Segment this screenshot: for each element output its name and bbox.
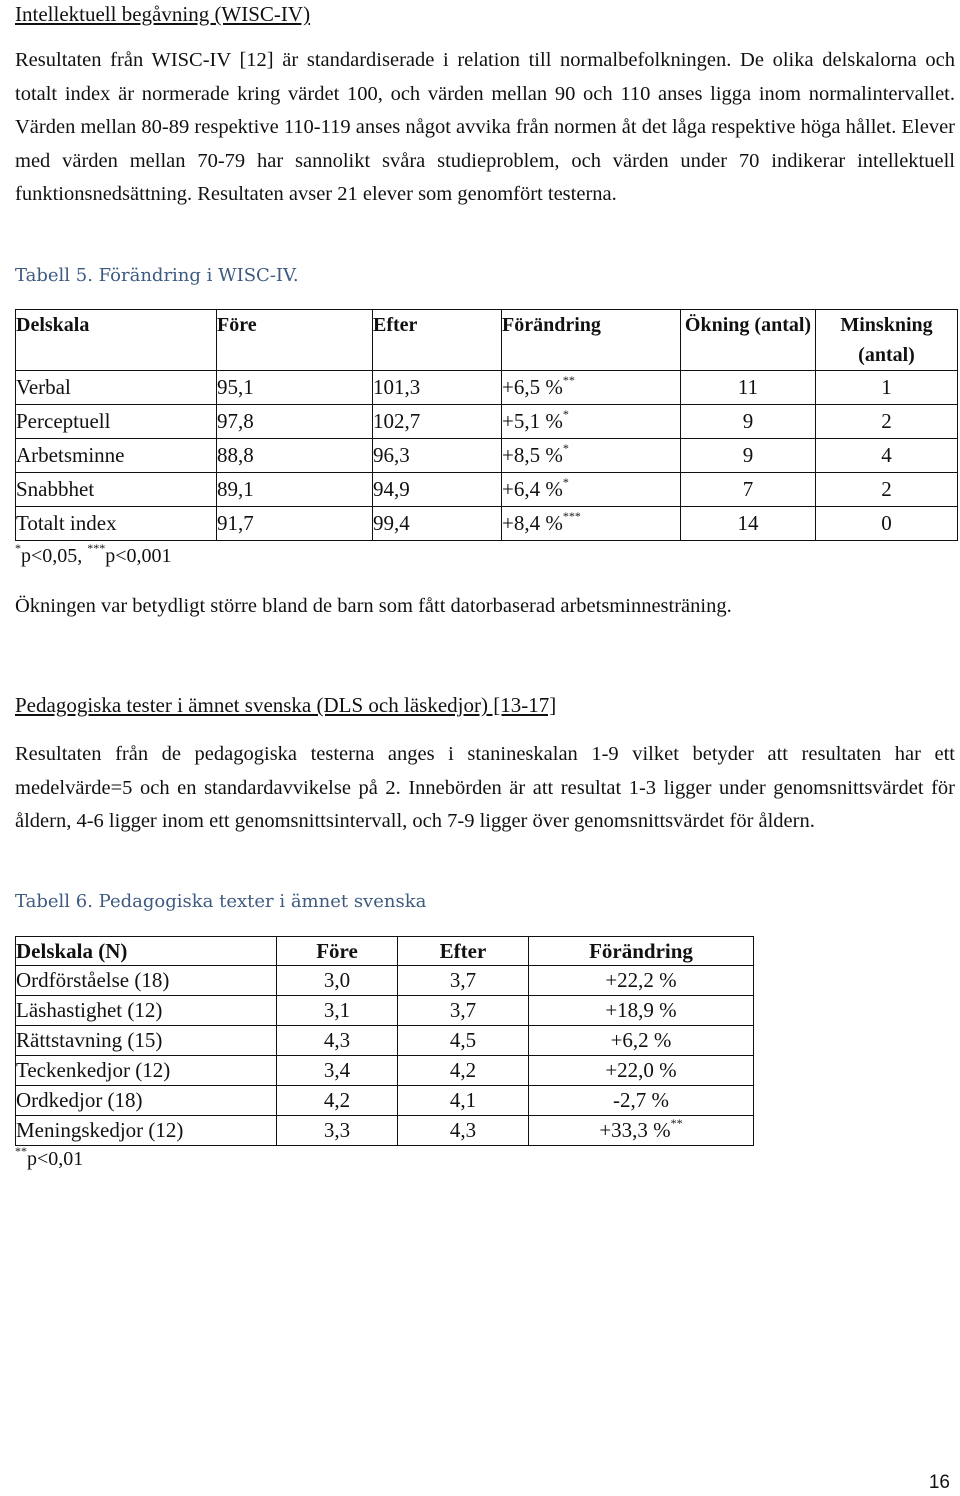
change-value: +6,5 % xyxy=(502,375,563,399)
table-row xyxy=(16,473,958,507)
table-row xyxy=(16,1026,754,1056)
table-row xyxy=(16,1116,754,1146)
header-efter: Efter xyxy=(373,310,502,371)
change-value: +18,9 % xyxy=(605,998,677,1022)
cell-minskning: 1 xyxy=(816,371,958,405)
change-value: +22,0 % xyxy=(605,1058,677,1082)
cell-okning: 11 xyxy=(681,371,816,405)
change-value: +33,3 % xyxy=(599,1118,671,1142)
cell-forandring xyxy=(529,996,754,1026)
table-header-row xyxy=(16,310,958,371)
cell-fore: 4,2 xyxy=(277,1086,398,1116)
change-value: +6,4 % xyxy=(502,477,563,501)
cell-delskala: Ordkedjor (18) xyxy=(16,1086,277,1116)
cell-efter: 3,7 xyxy=(398,996,529,1026)
cell-efter: 4,3 xyxy=(398,1116,529,1146)
footnote-text: p<0,05, xyxy=(21,545,88,567)
table5-caption: Tabell 5. Förändring i WISC-IV. xyxy=(15,265,299,286)
header-efter: Efter xyxy=(398,937,529,966)
cell-okning: 14 xyxy=(681,507,816,541)
cell-delskala: Snabbhet xyxy=(16,473,217,507)
cell-forandring xyxy=(502,473,681,507)
cell-fore: 91,7 xyxy=(217,507,373,541)
cell-efter: 4,2 xyxy=(398,1056,529,1086)
wisc-intro-paragraph: Resultaten från WISC-IV [12] är standardiserade i relation till normalbefolkningen. De olika delskalorna och totalt index är normerade kring värdet 100, och värden mellan 90 och 110 anses ligga inom normalintervallet. Värden mellan 80-89 respektive 110-119 anses något avvika från normen åt det låga respektive höga hållet. Elever med värden mellan 70-79 har sannolikt svåra studieproblem, och värden under 70 indikerar intellektuell funktionsnedsättning. Resultaten avser 21 elever som genomfört testerna. xyxy=(15,49,955,205)
change-value: +5,1 % xyxy=(502,409,563,433)
cell-efter: 94,9 xyxy=(373,473,502,507)
cell-minskning: 0 xyxy=(816,507,958,541)
cell-delskala: Perceptuell xyxy=(16,405,217,439)
cell-forandring xyxy=(529,1116,754,1146)
cell-forandring xyxy=(529,966,754,996)
cell-efter: 102,7 xyxy=(373,405,502,439)
table-row xyxy=(16,507,958,541)
table6-caption: Tabell 6. Pedagogiska texter i ämnet svenska xyxy=(15,891,427,912)
cell-forandring xyxy=(529,1026,754,1056)
header-delskala-n: Delskala (N) xyxy=(16,937,277,966)
footnote-mark: *** xyxy=(87,541,106,555)
footnote-text: p<0,01 xyxy=(27,1148,84,1170)
cell-forandring xyxy=(502,371,681,405)
cell-minskning: 2 xyxy=(816,473,958,507)
header-fore: Före xyxy=(277,937,398,966)
wisc-table xyxy=(15,309,958,541)
change-value: +8,5 % xyxy=(502,443,563,467)
cell-fore: 3,1 xyxy=(277,996,398,1026)
table6-footnote xyxy=(15,1144,84,1171)
header-okning: Ökning (antal) xyxy=(681,310,816,371)
cell-delskala: Rättstavning (15) xyxy=(16,1026,277,1056)
cell-fore: 3,4 xyxy=(277,1056,398,1086)
cell-efter: 3,7 xyxy=(398,966,529,996)
cell-forandring xyxy=(529,1086,754,1116)
cell-efter: 99,4 xyxy=(373,507,502,541)
cell-delskala: Verbal xyxy=(16,371,217,405)
cell-delskala: Meningskedjor (12) xyxy=(16,1116,277,1146)
pedagogiska-intro-paragraph: Resultaten från de pedagogiska testerna anges i stanineskalan 1-9 vilket betyder att resultaten har ett medelvärde=5 och en standardavvikelse på 2. Innebörden är att resultat 1-3 ligger under genomsnittsvärdet för åldern, 4-6 ligger inom ett genomsnittsintervall, och 7-9 ligger över genomsnittsvärdet för åldern. xyxy=(15,743,955,832)
change-value: +6,2 % xyxy=(610,1028,672,1052)
cell-fore: 3,3 xyxy=(277,1116,398,1146)
table-row xyxy=(16,405,958,439)
change-value: -2,7 % xyxy=(613,1088,669,1112)
header-forandring: Förändring xyxy=(529,937,754,966)
footnote-mark: * xyxy=(15,541,21,555)
cell-delskala: Teckenkedjor (12) xyxy=(16,1056,277,1086)
significance-mark: * xyxy=(562,475,569,489)
cell-forandring xyxy=(529,1056,754,1086)
cell-forandring xyxy=(502,507,681,541)
change-value: +22,2 % xyxy=(605,968,677,992)
table-row xyxy=(16,1056,754,1086)
cell-efter: 96,3 xyxy=(373,439,502,473)
significance-mark: * xyxy=(562,441,569,455)
cell-delskala: Totalt index xyxy=(16,507,217,541)
cell-efter: 4,5 xyxy=(398,1026,529,1056)
cell-fore: 88,8 xyxy=(217,439,373,473)
significance-mark: ** xyxy=(670,1116,683,1130)
cell-minskning: 4 xyxy=(816,439,958,473)
cell-fore: 97,8 xyxy=(217,405,373,439)
footnote-text: p<0,001 xyxy=(105,545,172,567)
change-value: +8,4 % xyxy=(502,511,563,535)
cell-okning: 9 xyxy=(681,439,816,473)
cell-forandring xyxy=(502,405,681,439)
cell-forandring xyxy=(502,439,681,473)
table-row xyxy=(16,966,754,996)
section-heading-pedagogiska: Pedagogiska tester i ämnet svenska (DLS och läskedjor) [13-17] xyxy=(15,693,557,717)
cell-fore: 3,0 xyxy=(277,966,398,996)
cell-efter: 4,1 xyxy=(398,1086,529,1116)
cell-fore: 95,1 xyxy=(217,371,373,405)
header-fore: Före xyxy=(217,310,373,371)
cell-efter: 101,3 xyxy=(373,371,502,405)
wisc-conclusion: Ökningen var betydligt större bland de barn som fått datorbaserad arbetsminnesträning. xyxy=(15,595,732,617)
cell-delskala: Arbetsminne xyxy=(16,439,217,473)
significance-mark: ** xyxy=(562,373,575,387)
significance-mark: * xyxy=(562,407,569,421)
cell-delskala: Läshastighet (12) xyxy=(16,996,277,1026)
table-header-row xyxy=(16,937,754,966)
header-forandring: Förändring xyxy=(502,310,681,371)
cell-delskala: Ordförståelse (18) xyxy=(16,966,277,996)
cell-okning: 9 xyxy=(681,405,816,439)
header-delskala: Delskala xyxy=(16,310,217,371)
table-row xyxy=(16,1086,754,1116)
cell-fore: 4,3 xyxy=(277,1026,398,1056)
page-number: 16 xyxy=(928,1472,950,1493)
significance-mark: *** xyxy=(562,509,581,523)
section-heading-wisc: Intellektuell begåvning (WISC-IV) xyxy=(15,2,311,26)
table-row xyxy=(16,371,958,405)
cell-okning: 7 xyxy=(681,473,816,507)
table-row xyxy=(16,996,754,1026)
header-minskning: Minskning (antal) xyxy=(816,310,958,371)
table-row xyxy=(16,439,958,473)
cell-fore: 89,1 xyxy=(217,473,373,507)
pedagogiska-table xyxy=(15,936,754,1146)
footnote-mark: ** xyxy=(15,1144,27,1158)
cell-minskning: 2 xyxy=(816,405,958,439)
table5-footnote xyxy=(15,541,172,568)
